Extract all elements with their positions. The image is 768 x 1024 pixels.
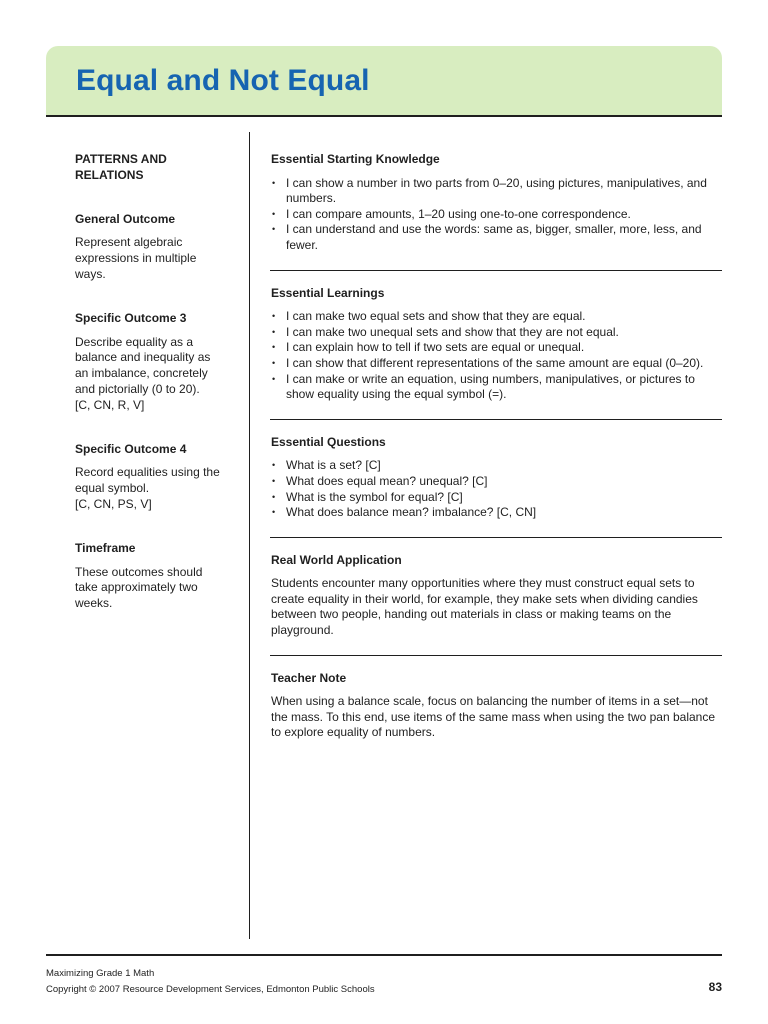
list-item: • I can make two unequal sets and show that they are not equal.: [271, 325, 723, 341]
general-outcome-block: [75, 212, 235, 283]
starting-knowledge-heading: Essential Starting Knowledge: [271, 152, 440, 166]
section-divider: [270, 270, 722, 271]
list-item: • I can show a number in two parts from 0–20, using pictures, manipulatives, and numbers.: [271, 176, 723, 207]
real-world-section: [271, 553, 723, 639]
column-divider: [249, 132, 250, 939]
page-footer: [46, 966, 722, 997]
section-divider: [270, 419, 722, 420]
page-number: 83: [708, 980, 722, 994]
title-banner: [46, 46, 722, 117]
specific-outcome-4-text: Record equalities using the equal symbol.: [75, 465, 220, 496]
starting-knowledge-list: [271, 176, 723, 254]
specific-outcome-4-heading: Specific Outcome 4: [75, 441, 187, 456]
general-outcome-heading: General Outcome: [75, 211, 176, 226]
list-item: • What is a set? [C]: [271, 458, 723, 474]
questions-heading: Essential Questions: [271, 434, 386, 449]
list-item: • I can explain how to tell if two sets are equal or unequal.: [271, 340, 723, 356]
strand-heading: PATTERNS AND RELATIONS: [75, 152, 167, 182]
section-divider: [270, 655, 722, 656]
real-world-text: Students encounter many opportunities where they must construct equal sets to create equality in their world, for example, they make sets when dividing candies between two people, handing out materials in class or making teams on the playground.: [271, 576, 698, 638]
questions-section: [271, 435, 723, 521]
timeframe-heading: Timeframe: [75, 540, 136, 555]
specific-outcome-4-codes: [C, CN, PS, V]: [75, 496, 152, 511]
outcomes-sidebar: [75, 152, 235, 640]
real-world-heading: Real World Application: [271, 552, 402, 567]
list-item: • I can compare amounts, 1–20 using one-to-one correspondence.: [271, 207, 723, 223]
teacher-note-heading: Teacher Note: [271, 670, 347, 685]
strand-block: [75, 152, 235, 184]
specific-outcome-3-codes: [C, CN, R, V]: [75, 397, 145, 412]
page-title: Equal and Not Equal: [76, 64, 370, 97]
main-content: [271, 152, 723, 741]
copyright-line: Copyright © 2007 Resource Development Services, Edmonton Public Schools: [46, 983, 375, 995]
learnings-list: [271, 309, 723, 403]
footer-divider: [46, 954, 722, 956]
specific-outcome-3-text: Describe equality as a balance and inequality as an imbalance, concretely and pictorially (0 to 20).: [75, 334, 211, 396]
list-item: • What does balance mean? imbalance? [C, CN]: [271, 505, 723, 521]
questions-list: [271, 458, 723, 520]
list-item: • I can understand and use the words: same as, bigger, smaller, more, less, and fewer.: [271, 222, 723, 253]
list-item: • I can make or write an equation, using numbers, manipulatives, or pictures to show equality using the equal symbol (=).: [271, 372, 723, 403]
teacher-note-section: [271, 671, 723, 741]
specific-outcome-3-heading: Specific Outcome 3: [75, 310, 187, 325]
list-item: • What does equal mean? unequal? [C]: [271, 474, 723, 490]
book-title: Maximizing Grade 1 Math: [46, 968, 155, 979]
starting-knowledge-section: [271, 152, 723, 254]
list-item: • I can show that different representations of the same amount are equal (0–20).: [271, 356, 723, 372]
section-divider: [270, 537, 722, 538]
teacher-note-text: When using a balance scale, focus on balancing the number of items in a set—not the mass. To this end, use items of the same mass when using the two pan balance to explore equality of numbers.: [271, 694, 716, 740]
learnings-section: [271, 286, 723, 403]
specific-outcome-3-block: [75, 311, 235, 414]
timeframe-text: These outcomes should take approximately two weeks.: [75, 564, 203, 611]
list-item: • What is the symbol for equal? [C]: [271, 490, 723, 506]
list-item: • I can make two equal sets and show that they are equal.: [271, 309, 723, 325]
specific-outcome-4-block: [75, 442, 235, 513]
timeframe-block: [75, 541, 235, 612]
learnings-heading: Essential Learnings: [271, 285, 385, 300]
general-outcome-text: Represent algebraic expressions in multiple ways.: [75, 235, 197, 281]
